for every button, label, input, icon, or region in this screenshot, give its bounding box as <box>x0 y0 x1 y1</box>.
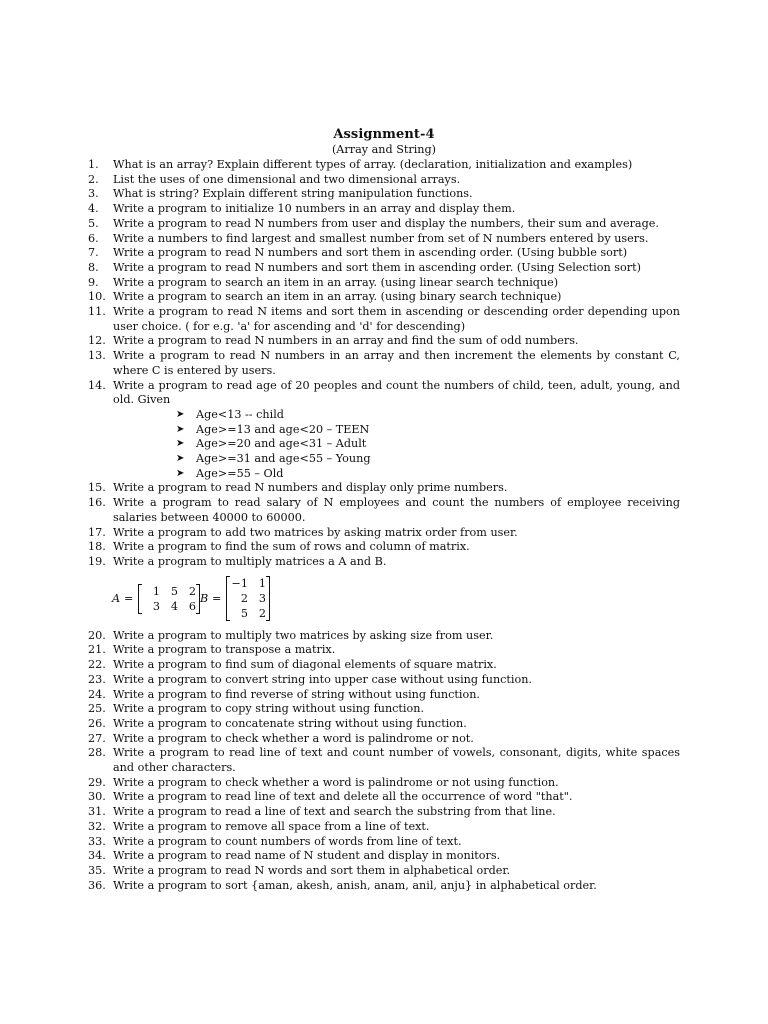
question-number: 21. <box>88 643 106 657</box>
question-item <box>88 202 680 217</box>
question-number: 24. <box>88 687 106 701</box>
question-number: 33. <box>88 834 106 848</box>
age-rule-item <box>88 437 680 452</box>
question-text: Write a program to find the sum of rows and column of matrix. <box>113 540 470 554</box>
bracket-corner <box>227 620 230 621</box>
question-text: What is an array? Explain different types of array. (declaration, initialization and examples) <box>113 158 633 171</box>
question-item <box>88 864 680 879</box>
question-item <box>88 481 680 496</box>
question-text: Write a program to remove all space from a line of text. <box>113 819 430 833</box>
question-text: Write a program to read line of text and delete all the occurrence of word "that". <box>113 790 573 804</box>
question-text: Write a program to find reverse of string without using function. <box>113 687 480 701</box>
question-number: 16. <box>88 496 106 510</box>
question-text: Write a program to add two matrices by asking matrix order from user. <box>113 525 518 539</box>
question-item <box>88 688 680 703</box>
question-item <box>88 555 680 570</box>
question-text: Write a program to count numbers of words from line of text. <box>113 834 462 848</box>
question-number: 2. <box>88 172 99 186</box>
bracket-corner <box>139 584 142 585</box>
question-text: Write a numbers to find largest and smallest number from set of N numbers entered by users. <box>113 231 649 245</box>
age-rule-text: Age>=20 and age<31 – Adult <box>196 437 367 451</box>
age-rule-text: Age>=55 – Old <box>196 466 284 480</box>
page-title: Assignment-4 <box>333 127 435 142</box>
question-text: Write a program to multiply matrices a A and B. <box>113 554 387 568</box>
bracket-corner <box>266 620 269 621</box>
question-group-1 <box>88 158 680 408</box>
matrix-row <box>227 606 269 621</box>
matrix-b-label: B <box>200 591 209 605</box>
equals-sign: = <box>124 591 134 605</box>
question-number: 1. <box>88 158 99 171</box>
question-number: 28. <box>88 746 106 760</box>
question-text: Write a program to sort {aman, akesh, anish, anam, anil, anju} in alphabetical order. <box>113 878 597 892</box>
age-rule-text: Age<13 -- child <box>196 407 284 421</box>
question-number: 19. <box>88 554 106 568</box>
question-text: Write a program to read N numbers and display only prime numbers. <box>113 481 508 495</box>
question-item <box>88 290 680 305</box>
question-item <box>88 187 680 202</box>
question-item <box>88 702 680 717</box>
question-item <box>88 849 680 864</box>
matrix-row <box>139 584 199 599</box>
question-text: Write a program to multiply two matrices by asking size from user. <box>113 628 494 642</box>
question-item <box>88 379 680 408</box>
age-rules-list <box>88 408 680 482</box>
arrow-bullet-icon: ➤ <box>176 467 185 479</box>
question-item <box>88 746 680 775</box>
question-item <box>88 526 680 541</box>
question-number: 35. <box>88 863 106 877</box>
question-item <box>88 305 680 334</box>
question-item <box>88 232 680 247</box>
arrow-bullet-icon: ➤ <box>176 438 185 450</box>
question-number: 5. <box>88 216 99 230</box>
matrix-a <box>138 584 200 614</box>
question-number: 7. <box>88 246 99 260</box>
question-text: Write a program to initialize 10 numbers in an array and display them. <box>113 202 516 216</box>
question-number: 14. <box>88 378 106 392</box>
question-item <box>88 732 680 747</box>
question-number: 11. <box>88 305 106 319</box>
matrix-a-label: A <box>112 591 121 605</box>
matrix-cell: 2 <box>188 584 196 598</box>
question-text: Write a program to read name of N student and display in monitors. <box>113 849 501 863</box>
question-text: Write a program to copy string without using function. <box>113 702 425 716</box>
bracket-corner <box>196 613 199 614</box>
question-group-2 <box>88 481 680 569</box>
bracket-corner <box>227 576 230 577</box>
matrix-cell: 1 <box>258 576 266 590</box>
question-text: Write a program to concatenate string without using function. <box>113 716 467 730</box>
bracket-corner <box>266 576 269 577</box>
question-item <box>88 246 680 261</box>
question-number: 32. <box>88 819 106 833</box>
question-item <box>88 334 680 349</box>
bracket-corner <box>139 613 142 614</box>
question-item <box>88 629 680 644</box>
question-text: Write a program to read salary of N employees and count the numbers of employee receiving salaries between 40000 to 60000. <box>113 496 680 524</box>
age-rule-item <box>88 423 680 438</box>
question-item <box>88 158 680 173</box>
question-text: Write a program to read N numbers and sort them in ascending order. (Using Selection sort) <box>113 260 641 274</box>
question-text: Write a program to check whether a word is palindrome or not. <box>113 731 474 745</box>
question-number: 29. <box>88 775 106 789</box>
question-number: 31. <box>88 805 106 819</box>
question-number: 17. <box>88 525 106 539</box>
question-item <box>88 658 680 673</box>
question-text: Write a program to read N numbers and sort them in ascending order. (Using bubble sort) <box>113 246 628 260</box>
question-item <box>88 879 680 894</box>
matrix-row <box>227 576 269 591</box>
age-rule-item <box>88 452 680 467</box>
question-item <box>88 673 680 688</box>
question-item <box>88 173 680 188</box>
question-text: Write a program to read N words and sort them in alphabetical order. <box>113 863 511 877</box>
question-text: What is string? Explain different string manipulation functions. <box>113 187 473 201</box>
bracket-corner <box>196 584 199 585</box>
question-item <box>88 261 680 276</box>
question-number: 8. <box>88 260 99 274</box>
question-item <box>88 717 680 732</box>
question-text: Write a program to read N numbers from user and display the numbers, their sum and average. <box>113 216 659 230</box>
matrix-row <box>139 599 199 614</box>
question-item <box>88 217 680 232</box>
question-number: 13. <box>88 349 106 363</box>
question-text: Write a program to search an item in an array. (using binary search technique) <box>113 290 562 304</box>
question-item <box>88 643 680 658</box>
question-item <box>88 540 680 555</box>
matrix-cell: 6 <box>188 599 196 613</box>
question-number: 6. <box>88 231 99 245</box>
question-item <box>88 805 680 820</box>
question-number: 9. <box>88 275 99 289</box>
age-rule-item <box>88 467 680 482</box>
matrix-cell: −1 <box>231 576 248 590</box>
matrix-equations <box>112 576 680 625</box>
matrix-cell: 3 <box>258 591 266 605</box>
question-number: 3. <box>88 187 99 201</box>
question-item <box>88 349 680 378</box>
question-text: Write a program to find sum of diagonal elements of square matrix. <box>113 658 497 672</box>
question-number: 15. <box>88 481 106 495</box>
question-number: 12. <box>88 334 106 348</box>
matrix-cell: 1 <box>152 584 160 598</box>
arrow-bullet-icon: ➤ <box>176 453 185 465</box>
question-number: 34. <box>88 849 106 863</box>
page-subtitle: (Array and String) <box>331 143 437 156</box>
question-text: Write a program to check whether a word is palindrome or not using function. <box>113 775 559 789</box>
question-number: 36. <box>88 878 106 892</box>
question-number: 22. <box>88 658 106 672</box>
question-number: 25. <box>88 702 106 716</box>
question-number: 20. <box>88 628 106 642</box>
question-item <box>88 276 680 291</box>
question-text: Write a program to read N numbers in an array and then increment the elements by constant C, where C is entered by users. <box>113 349 680 377</box>
question-text: Write a program to search an item in an array. (using linear search technique) <box>113 275 559 289</box>
question-item <box>88 790 680 805</box>
question-number: 23. <box>88 672 106 686</box>
question-number: 27. <box>88 731 106 745</box>
matrix-cell: 2 <box>240 591 248 605</box>
question-number: 18. <box>88 540 106 554</box>
matrix-cell: 5 <box>170 584 178 598</box>
matrix-cell: 4 <box>170 599 178 613</box>
question-item <box>88 820 680 835</box>
equals-sign: = <box>212 591 222 605</box>
question-number: 4. <box>88 202 99 216</box>
question-text: List the uses of one dimensional and two dimensional arrays. <box>113 172 461 186</box>
question-text: Write a program to read line of text and count number of vowels, consonant, digits, white spaces and other characters. <box>113 746 680 775</box>
matrix-row <box>227 591 269 606</box>
question-text: Write a program to transpose a matrix. <box>113 643 336 657</box>
arrow-bullet-icon: ➤ <box>176 408 185 420</box>
question-item <box>88 835 680 850</box>
question-number: 10. <box>88 290 106 304</box>
assignment-list <box>88 158 680 893</box>
matrix-cell: 5 <box>240 606 248 620</box>
question-group-3 <box>88 629 680 894</box>
question-item <box>88 496 680 525</box>
question-text: Write a program to convert string into upper case without using function. <box>113 672 532 686</box>
question-number: 30. <box>88 790 106 804</box>
question-text: Write a program to read a line of text and search the substring from that line. <box>113 805 556 819</box>
question-number: 26. <box>88 716 106 730</box>
arrow-bullet-icon: ➤ <box>176 423 185 435</box>
question-text: Write a program to read N numbers in an array and find the sum of odd numbers. <box>113 334 579 348</box>
question-text: Write a program to read N items and sort them in ascending or descending order depending upon user choice. ( for e.g. 'a' for ascending and 'd' for descending) <box>113 305 680 333</box>
question-text: Write a program to read age of 20 peoples and count the numbers of child, teen, adult, young, and old. Given <box>113 378 680 407</box>
matrix-cell: 2 <box>258 606 266 620</box>
age-rule-text: Age>=13 and age<20 – TEEN <box>196 422 370 436</box>
age-rule-text: Age>=31 and age<55 – Young <box>196 452 371 466</box>
question-item <box>88 776 680 791</box>
matrix-cell: 3 <box>152 599 160 613</box>
age-rule-item <box>88 408 680 423</box>
matrix-b <box>226 576 270 621</box>
